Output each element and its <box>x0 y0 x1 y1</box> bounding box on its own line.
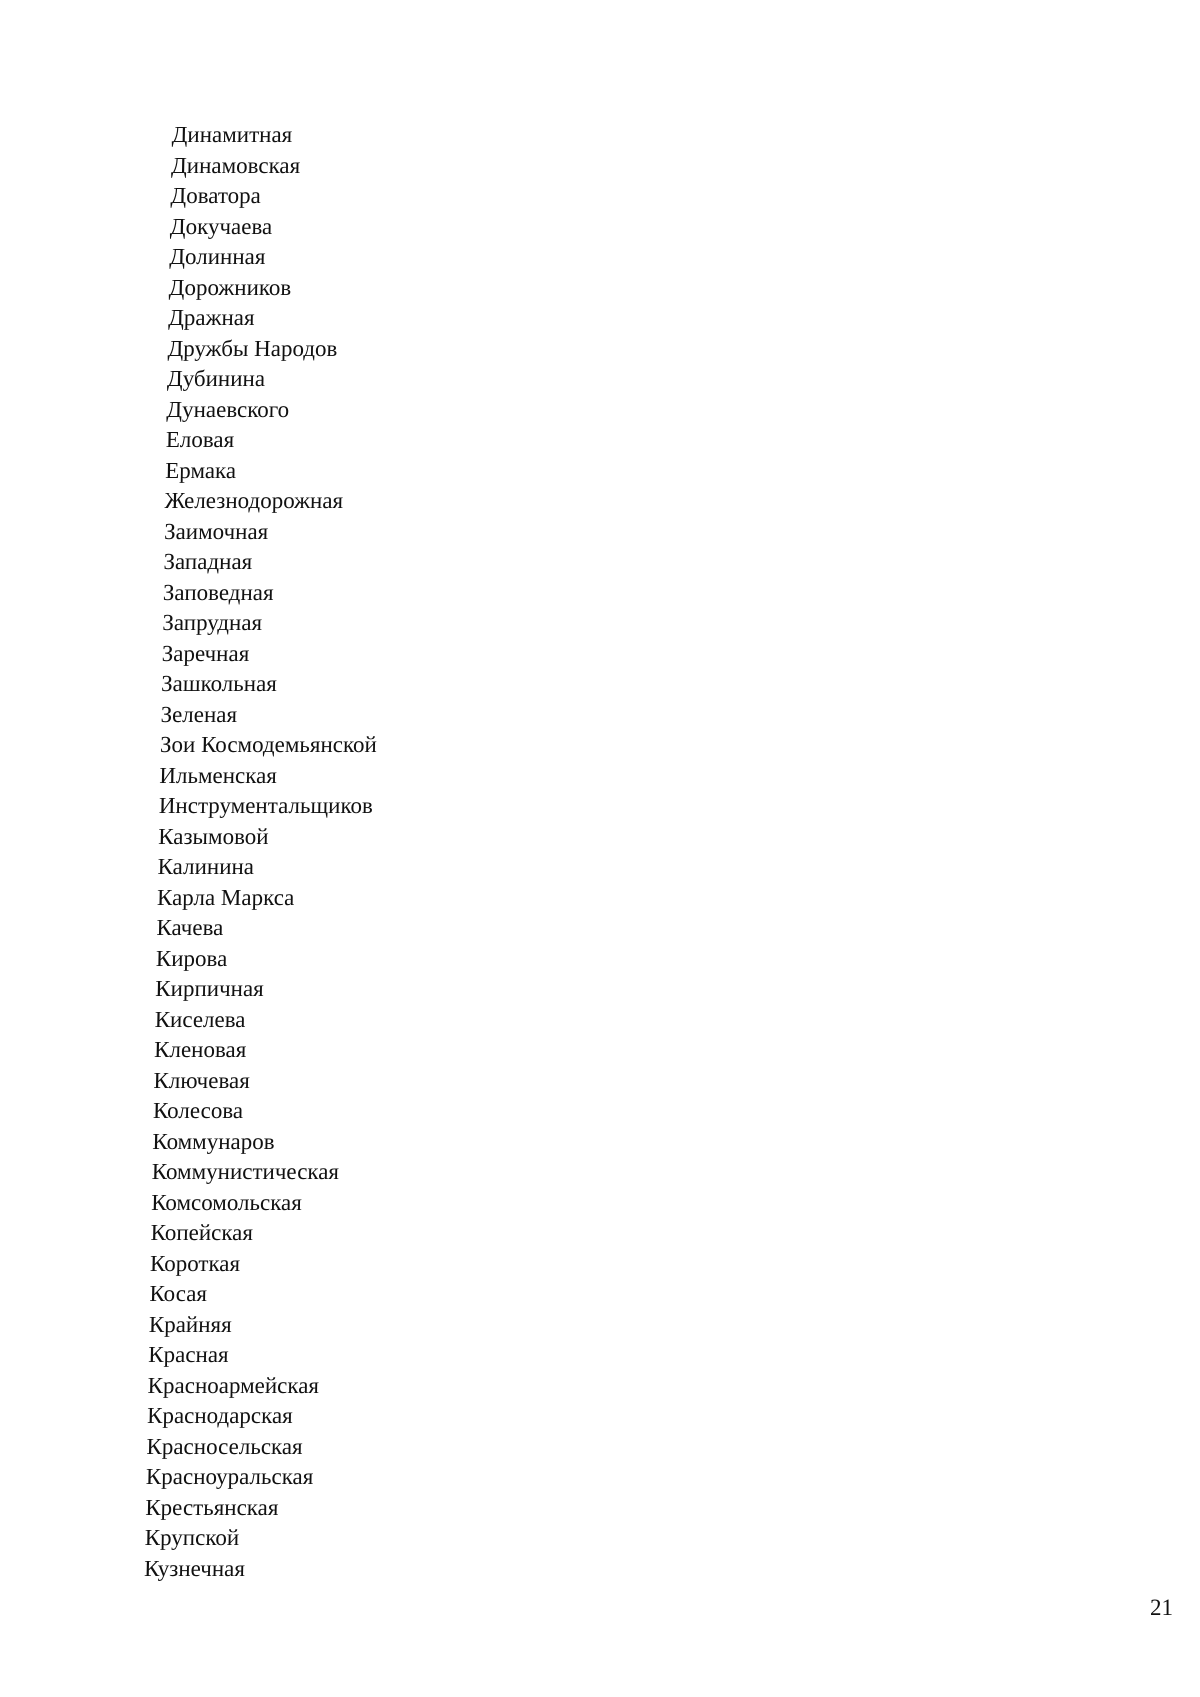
street-item: Заречная <box>161 640 250 666</box>
street-item: Еловая <box>165 427 235 452</box>
street-item: Колесова <box>152 1098 244 1123</box>
street-item: Качева <box>156 915 224 940</box>
street-item: Дражная <box>167 305 255 330</box>
street-item: Инструментальщиков <box>158 793 374 818</box>
street-item: Крупской <box>144 1525 240 1550</box>
street-item: Косая <box>149 1281 208 1306</box>
street-item: Запрудная <box>162 610 263 635</box>
street-list <box>144 120 389 1584</box>
street-item: Красноуральская <box>145 1464 314 1489</box>
street-item: Долинная <box>169 244 266 269</box>
street-item: Дружбы Народов <box>167 335 338 361</box>
street-item: Ермака <box>165 457 237 483</box>
street-item: Красная <box>148 1342 229 1367</box>
street-item: Коммунистическая <box>151 1159 340 1184</box>
street-item: Казымовой <box>158 823 269 849</box>
street-item: Дунаевского <box>166 396 290 422</box>
street-item: Калинина <box>157 854 255 879</box>
street-item: Красносельская <box>146 1433 303 1459</box>
street-item: Динамовская <box>170 152 301 178</box>
street-item: Доватора <box>170 183 262 208</box>
street-item: Зашкольная <box>160 671 278 696</box>
street-item: Красноармейская <box>147 1372 320 1398</box>
street-item: Карла Маркса <box>156 884 295 910</box>
street-item: Кирпичная <box>155 976 265 1001</box>
street-item: Зеленая <box>160 701 238 727</box>
street-item: Заповедная <box>162 579 274 605</box>
street-item: Краснодарская <box>146 1403 294 1428</box>
street-item: Комсомольская <box>150 1189 303 1215</box>
street-item: Ильменская <box>159 762 278 788</box>
street-item: Заимочная <box>163 518 269 544</box>
street-item: Железнодорожная <box>164 488 344 513</box>
street-item: Докучаева <box>169 213 273 239</box>
street-item: Западная <box>163 549 253 574</box>
street-item: Короткая <box>149 1250 241 1276</box>
street-item: Крайняя <box>148 1311 232 1337</box>
street-item: Коммунаров <box>152 1128 275 1154</box>
street-item: Крестьянская <box>145 1494 279 1520</box>
street-item: Кузнечная <box>143 1555 246 1581</box>
street-item: Дубинина <box>166 366 266 391</box>
street-item: Динамитная <box>171 122 293 147</box>
street-item: Ключевая <box>153 1067 251 1093</box>
street-item: Зои Космодемьянской <box>159 732 378 757</box>
street-item: Копейская <box>150 1220 254 1245</box>
street-item: Дорожников <box>168 274 292 300</box>
page-number: 21 <box>1150 1595 1173 1620</box>
street-item: Кирова <box>155 945 228 971</box>
street-item: Кленовая <box>153 1037 247 1062</box>
street-item: Киселева <box>154 1006 246 1032</box>
